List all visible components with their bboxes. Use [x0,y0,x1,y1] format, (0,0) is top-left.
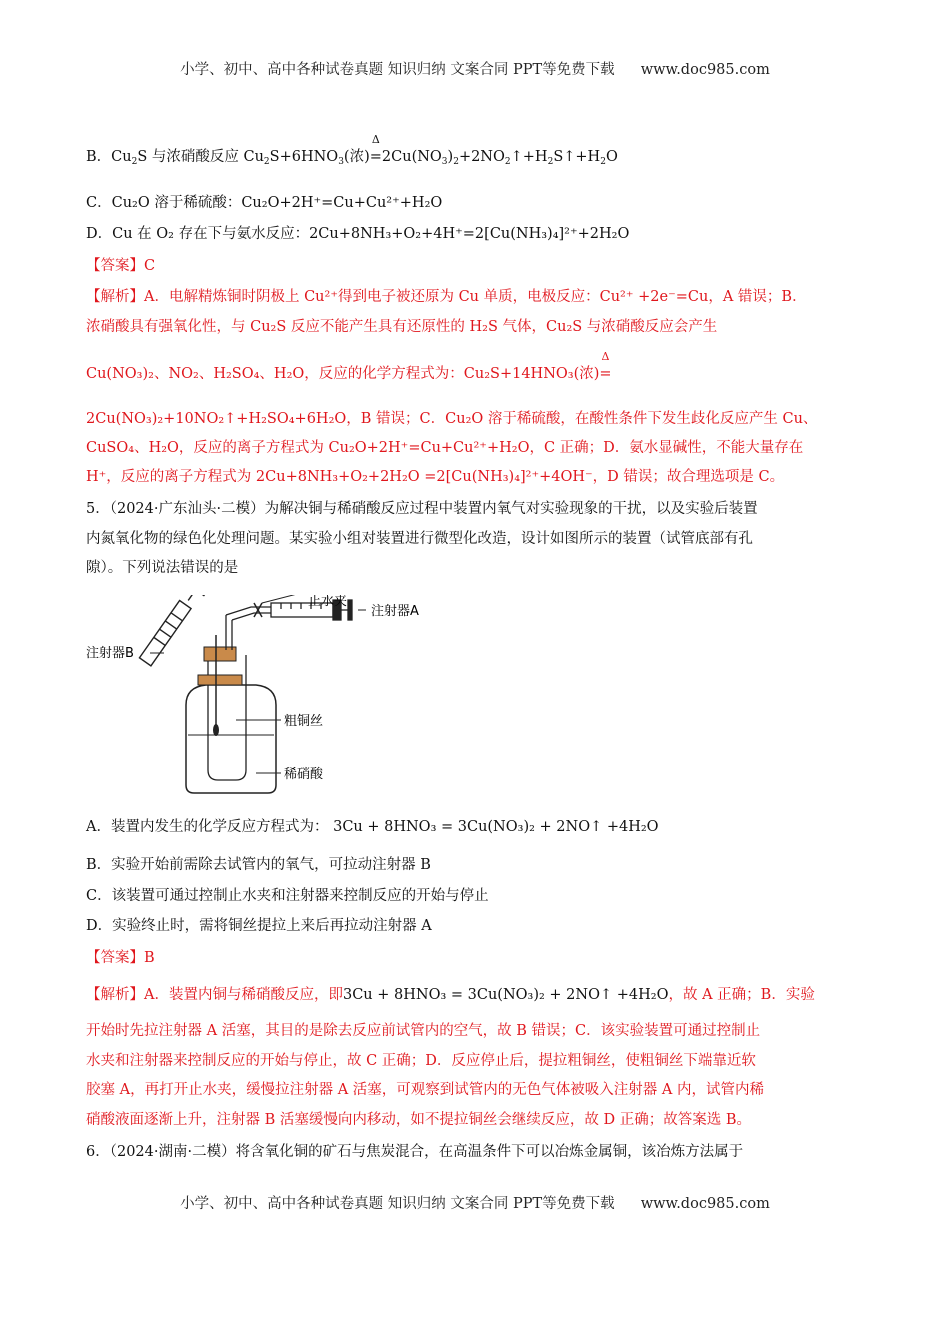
q5-stem-1: 5．（2024·广东汕头·二模）为解决铜与稀硝酸反应过程中装置内氧气对实验现象的干扰，以及实验后装置 [86,501,758,517]
q5-explanation-2: 开始时先拉注射器 A 活塞，其目的是除去反应前试管内的空气，故 B 错误；C．该实验装置可通过控制止 [86,1023,761,1039]
q5-explanation-3: 水夹和注射器来控制反应的开始与停止，故 C 正确；D．反应停止后，提拉粗铜丝，使粗铜丝下端靠近软 [86,1053,756,1069]
q5-explanation-5: 硝酸液面逐渐上升，注射器 B 活塞缓慢向内移动，如不提拉铜丝会继续反应，故 D 正确；故答案选 B。 [86,1112,751,1128]
clamp-icon [254,603,262,617]
label-syringe-a: 注射器A [371,604,419,619]
q4-explanation-5: CuSO₄、H₂O，反应的离子方程式为 Cu₂O+2H⁺=Cu+Cu²⁺+H₂O，C 正确；D．氨水显碱性，不能大量存在 [86,440,804,456]
q4-explanation-1: 【解析】A．电解精炼铜时阴极上 Cu²⁺得到电子被还原为 Cu 单质，电极反应：Cu²⁺ +2e⁻=Cu，A 错误；B． [86,289,807,305]
q4-option-d: D．Cu 在 O₂ 存在下与氨水反应：2Cu+8NH₃+O₂+4H⁺=2[Cu(NH₃)₄]²⁺+2H₂O [86,226,630,242]
q5-option-d: D．实验终止时，需将铜丝提拉上来后再拉动注射器 A [86,918,432,934]
q4-option-c: C．Cu₂O 溶于稀硫酸：Cu₂O+2H⁺=Cu+Cu²⁺+H₂O [86,195,443,211]
stopper-upper [204,647,236,661]
header-site: www.doc985.com [640,62,770,78]
q4-explanation-6: H⁺，反应的离子方程式为 2Cu+8NH₃+O₂+2H₂O =2[Cu(NH₃)₄]²⁺+4OH⁻，D 错误；故合理选项是 C。 [86,469,785,485]
q5-equation: 3Cu + 8HNO₃ = 3Cu(NO₃)₂ + 2NO↑ +4H₂O [333,819,659,835]
apparatus-diagram [86,595,456,800]
q5-explanation-1: 【解析】A．装置内铜与稀硝酸反应，即3Cu + 8HNO₃ = 3Cu(NO₃)₂ + 2NO↑ +4H₂O，故 A 正确；B．实验 [86,987,815,1003]
page-footer [0,1192,950,1213]
label-clamp: 止水夹 [308,595,348,609]
label-acid: 稀硝酸 [284,767,324,782]
q4-option-b: B．$Cu_2S$ 与浓硝酸反应 $Cu_2S+6HNO_3$(浓) Δ $=2Cu(NO_3)_2+2NO_2↑+H_2S↑+H_2O$ [86,133,618,167]
q4-answer: 【答案】C [86,258,156,274]
page-header [0,58,950,79]
q6-stem-1: 6．（2024·湖南·二模）将含氧化铜的矿石与焦炭混合，在高温条件下可以冶炼金属铜，该冶炼方法属于 [86,1144,744,1160]
q5-option-a: A．装置内发生的化学反应方程式为： 3Cu + 8HNO₃ = 3Cu(NO₃)₂ + 2NO↑ +4H₂O [86,819,659,835]
bottle [186,685,276,793]
q5-answer: 【答案】B [86,950,155,966]
label-syringe-b: 注射器B [86,646,134,661]
label-wire: 粗铜丝 [284,714,324,729]
stopper-lower [198,675,242,685]
q5-explanation-4: 胶塞 A，再打开止水夹，缓慢拉注射器 A 活塞，可观察到试管内的无色气体被吸入注射器 A 内，试管内稀 [86,1082,764,1098]
heat-condition: Δ = [369,133,382,165]
header-text: 小学、初中、高中各种试卷真题 知识归纳 文案合同 PPT等免费下载 [180,62,615,78]
q5-stem-3: 隙）。下列说法错误的是 [86,560,239,576]
heat-condition-2: Δ = [599,350,612,382]
q4-explanation-2: 浓硝酸具有强氧化性，与 Cu₂S 反应不能产生具有还原性的 H₂S 气体，Cu₂S 与浓硝酸反应会产生 [86,319,718,335]
footer-text: 小学、初中、高中各种试卷真题 知识归纳 文案合同 PPT等免费下载 [180,1196,615,1212]
q5-option-c: C．该装置可通过控制止水夹和注射器来控制反应的开始与停止 [86,888,489,904]
q5-option-b: B．实验开始前需除去试管内的氧气，可拉动注射器 B [86,857,431,873]
q4-explanation-4: 2Cu(NO₃)₂+10NO₂↑+H₂SO₄+6H₂O，B 错误；C．Cu₂O 溶于稀硫酸，在酸性条件下发生歧化反应产生 Cu、 [86,411,818,427]
syringe-b-icon [137,595,207,668]
q4-explanation-3: Cu(NO₃)₂、NO₂、H₂SO₄、H₂O，反应的化学方程式为：Cu₂S+14HNO₃(浓) Δ = [86,350,612,382]
footer-site: www.doc985.com [640,1196,770,1212]
q5-stem-2: 内氮氧化物的绿色化处理问题。某实验小组对装置进行微型化改造，设计如图所示的装置（试管底部有孔 [86,531,753,547]
